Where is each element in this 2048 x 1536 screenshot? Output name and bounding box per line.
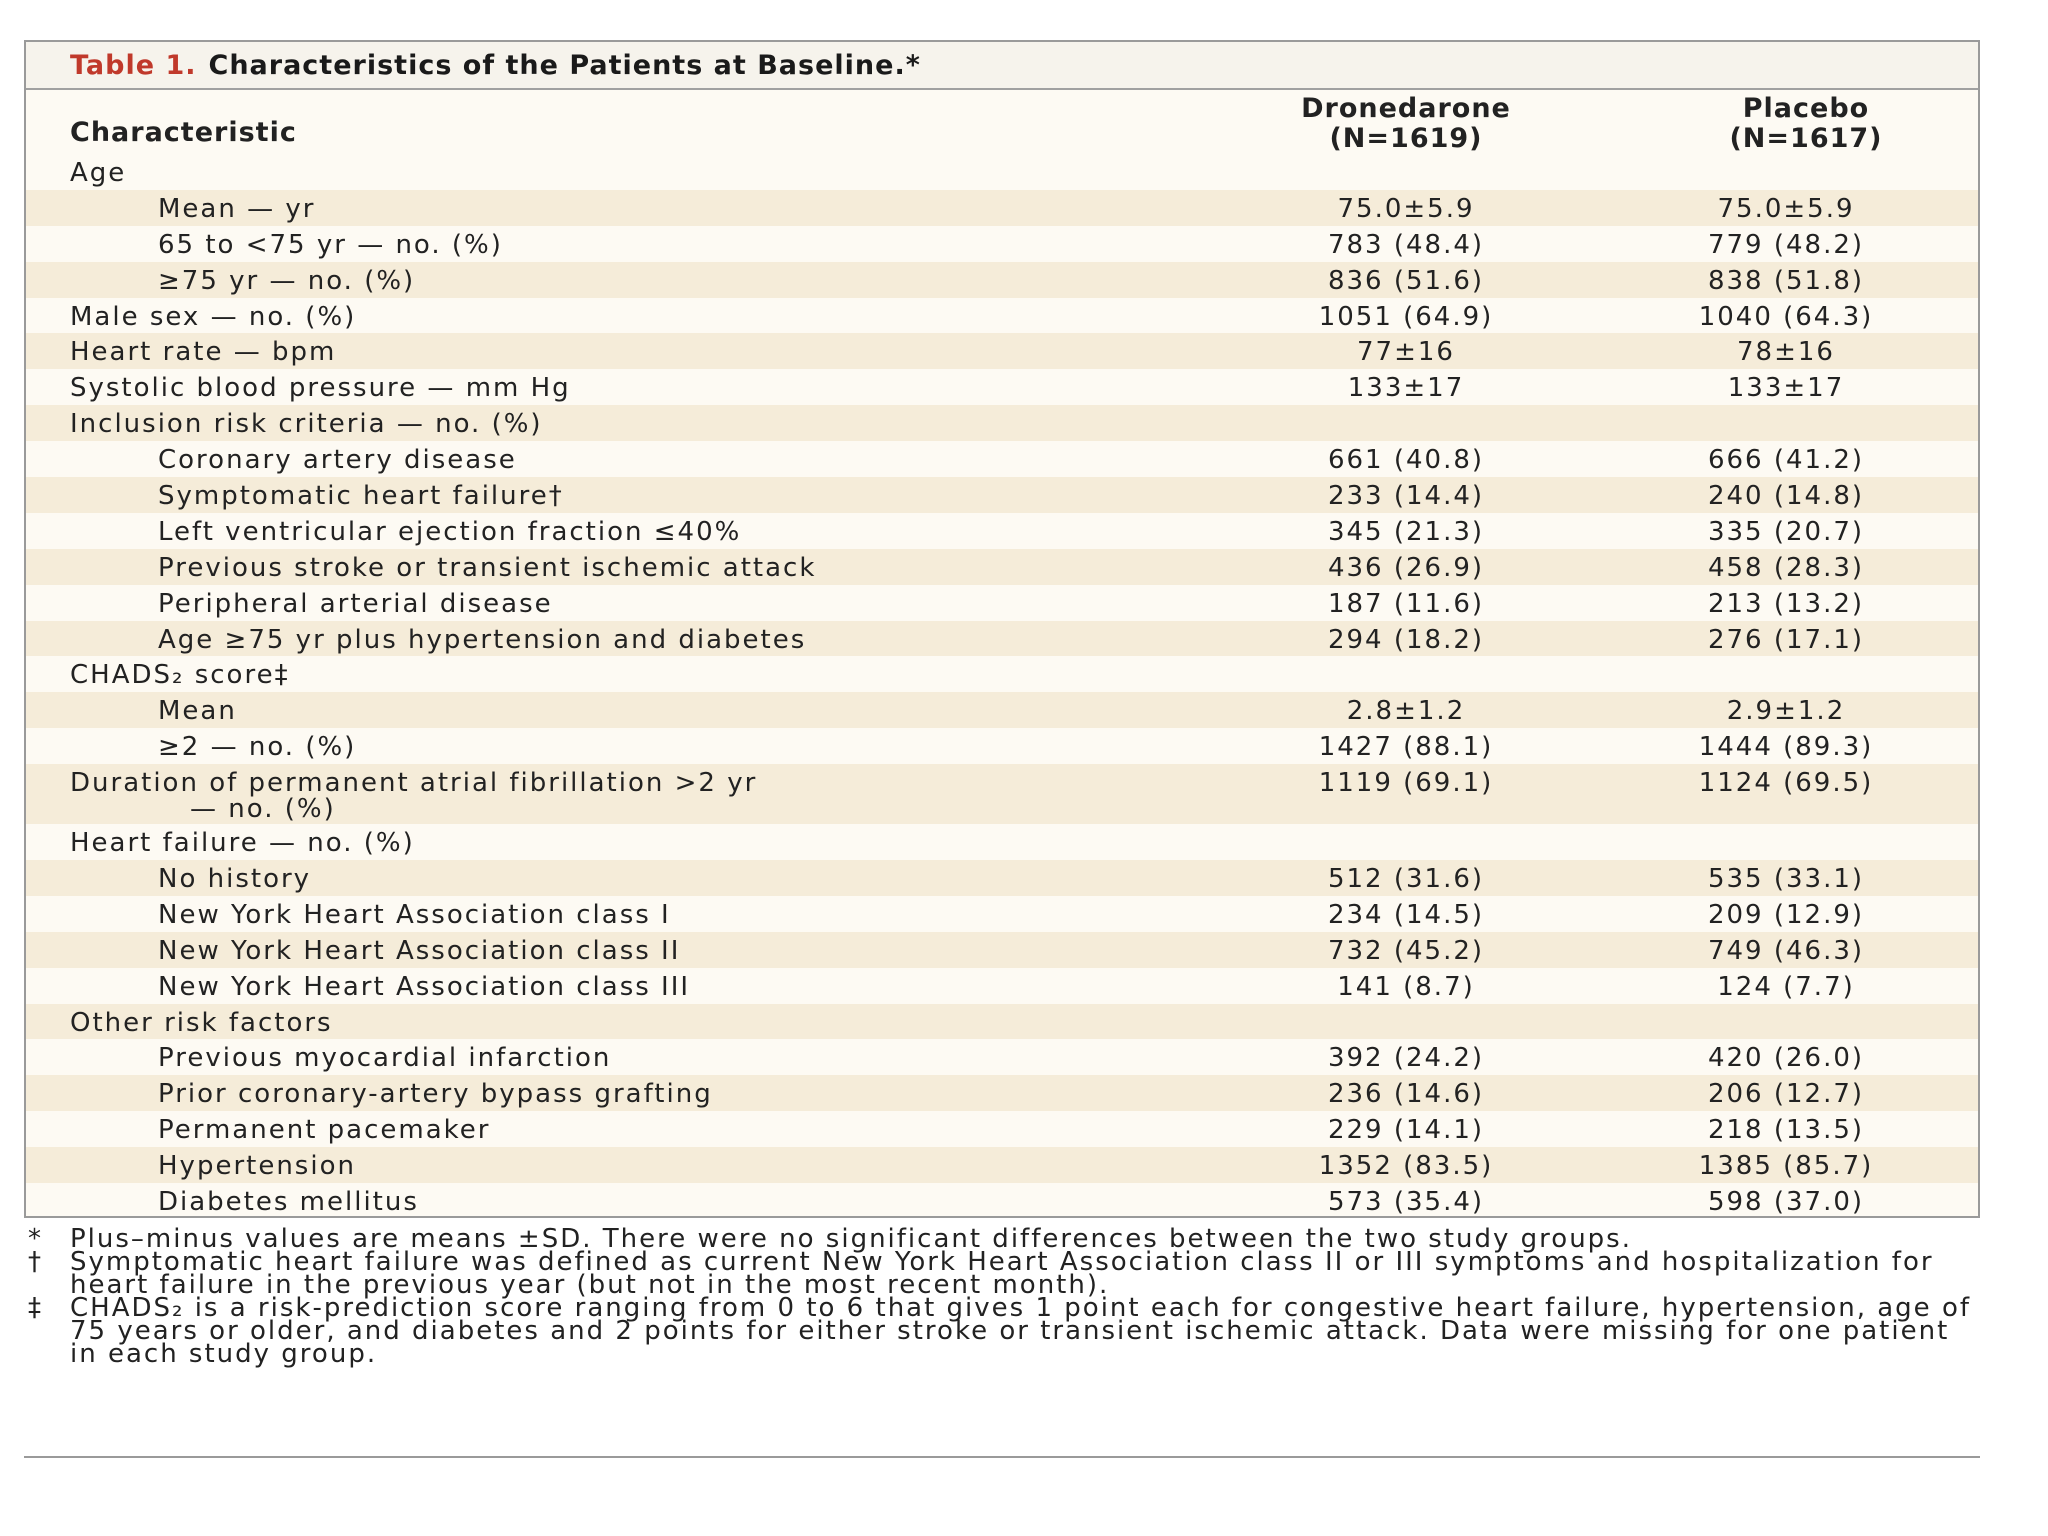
row-label bbox=[70, 1008, 333, 1038]
row-label-text: Age ≥75 yr plus hypertension and diabetes bbox=[158, 624, 807, 655]
table-row bbox=[26, 477, 1978, 513]
table-row bbox=[26, 764, 1978, 824]
bottom-divider bbox=[24, 1456, 1980, 1458]
dronedarone-value: 141 (8.7) bbox=[1337, 971, 1475, 1002]
placebo-value: 1124 (69.5) bbox=[1698, 768, 1874, 799]
row-label bbox=[70, 373, 571, 403]
row-label bbox=[70, 337, 336, 367]
dronedarone-value: 436 (26.9) bbox=[1327, 552, 1485, 583]
row-label-text: Age bbox=[70, 158, 127, 188]
dronedarone-value: 1051 (64.9) bbox=[1318, 301, 1494, 332]
row-label bbox=[158, 732, 356, 762]
dronedarone-value: 1352 (83.5) bbox=[1318, 1151, 1494, 1182]
row-label-text: Systolic blood pressure — mm Hg bbox=[70, 373, 571, 404]
column-header-placebo-n: (N=1617) bbox=[1729, 123, 1883, 154]
row-label bbox=[70, 768, 758, 825]
row-label bbox=[70, 302, 356, 332]
row-label bbox=[158, 553, 816, 583]
row-label bbox=[158, 481, 564, 511]
table-body bbox=[26, 154, 1978, 1219]
row-label-text: New York Heart Association class I bbox=[158, 899, 671, 930]
dronedarone-value: 732 (45.2) bbox=[1327, 935, 1485, 966]
placebo-value: 218 (13.5) bbox=[1707, 1115, 1865, 1146]
table-row bbox=[26, 190, 1978, 226]
row-label bbox=[158, 696, 237, 726]
row-label-text: CHADS₂ score‡ bbox=[70, 660, 290, 691]
column-header-characteristic: Characteristic bbox=[70, 117, 297, 148]
table-row bbox=[26, 154, 1978, 190]
row-label-text: Permanent pacemaker bbox=[158, 1115, 491, 1146]
row-label bbox=[158, 1115, 490, 1145]
footnote-text: Plus–minus values are means ±SD. There were no significant differences between the two study groups. bbox=[70, 1224, 1632, 1254]
placebo-value: 335 (20.7) bbox=[1707, 516, 1865, 547]
table-row bbox=[26, 1039, 1978, 1075]
table-label: Table 1. bbox=[70, 49, 197, 81]
dronedarone-value: 836 (51.6) bbox=[1327, 265, 1485, 296]
table-row bbox=[26, 333, 1978, 369]
table-row bbox=[26, 728, 1978, 764]
table-row bbox=[26, 513, 1978, 549]
footnote bbox=[28, 1247, 1978, 1300]
table-row bbox=[26, 1004, 1978, 1040]
table-footnotes bbox=[28, 1224, 1978, 1369]
row-label-text: Heart rate — bpm bbox=[70, 337, 337, 368]
table-row bbox=[26, 1075, 1978, 1111]
placebo-value: 206 (12.7) bbox=[1707, 1079, 1865, 1110]
column-header-dronedarone-n: (N=1619) bbox=[1329, 123, 1483, 154]
placebo-value: 124 (7.7) bbox=[1717, 971, 1855, 1002]
table-row bbox=[26, 621, 1978, 657]
placebo-value: 209 (12.9) bbox=[1707, 899, 1865, 930]
table-row bbox=[26, 1111, 1978, 1147]
row-label bbox=[158, 1079, 713, 1109]
dronedarone-value: 392 (24.2) bbox=[1327, 1043, 1485, 1074]
row-label-text: ≥75 yr — no. (%) bbox=[158, 265, 416, 296]
footnote-mark: ‡ bbox=[28, 1293, 43, 1323]
placebo-value: 838 (51.8) bbox=[1707, 265, 1865, 296]
row-label bbox=[158, 864, 311, 894]
placebo-value: 420 (26.0) bbox=[1707, 1043, 1865, 1074]
row-label bbox=[158, 900, 671, 930]
row-label bbox=[70, 158, 126, 188]
row-label bbox=[158, 1043, 611, 1073]
placebo-value: 779 (48.2) bbox=[1707, 229, 1865, 260]
column-header-placebo-name: Placebo bbox=[1742, 93, 1870, 124]
column-header-dronedarone-name: Dronedarone bbox=[1301, 93, 1511, 124]
placebo-value: 1040 (64.3) bbox=[1698, 301, 1874, 332]
baseline-characteristics-table bbox=[24, 40, 1980, 1218]
placebo-value: 458 (28.3) bbox=[1707, 552, 1865, 583]
row-label-text: Heart failure — no. (%) bbox=[70, 828, 415, 859]
row-label-text: Duration of permanent atrial fibrillation >2 yr bbox=[70, 768, 758, 799]
footnote-text: CHADS₂ is a risk-prediction score ranging from 0 to 6 that gives 1 point each for congestive heart failure, hypertension, age of 75 years or older, and diabetes and 2 points for either stroke or transient ischemic attack. Data were missing for one patient in each study group. bbox=[70, 1293, 1972, 1369]
table-row bbox=[26, 860, 1978, 896]
placebo-value: 213 (13.2) bbox=[1707, 588, 1865, 619]
row-label bbox=[70, 660, 290, 690]
dronedarone-value: 661 (40.8) bbox=[1327, 445, 1485, 476]
placebo-value: 666 (41.2) bbox=[1707, 445, 1865, 476]
placebo-value: 276 (17.1) bbox=[1707, 624, 1865, 655]
footnote-mark: † bbox=[28, 1247, 43, 1277]
row-label-text: New York Heart Association class II bbox=[158, 935, 681, 966]
dronedarone-value: 77±16 bbox=[1357, 337, 1455, 368]
row-label-text: No history bbox=[158, 864, 312, 895]
dronedarone-value: 1427 (88.1) bbox=[1318, 732, 1494, 763]
row-label-continuation: — no. (%) bbox=[190, 794, 336, 825]
row-label-text: Prior coronary-artery bypass grafting bbox=[158, 1079, 713, 1110]
row-label-text: Previous stroke or transient ischemic attack bbox=[158, 552, 817, 583]
table-row bbox=[26, 692, 1978, 728]
dronedarone-value: 345 (21.3) bbox=[1327, 516, 1485, 547]
row-label bbox=[70, 409, 543, 439]
placebo-value: 133±17 bbox=[1727, 373, 1845, 404]
row-label bbox=[158, 1151, 356, 1181]
placebo-value: 1444 (89.3) bbox=[1698, 732, 1874, 763]
table-title-bar bbox=[26, 42, 1978, 90]
placebo-value: 749 (46.3) bbox=[1707, 935, 1865, 966]
row-label-text: Left ventricular ejection fraction ≤40% bbox=[158, 516, 742, 547]
table-row bbox=[26, 262, 1978, 298]
table-row bbox=[26, 824, 1978, 860]
row-label bbox=[158, 230, 503, 260]
row-label-text: Peripheral arterial disease bbox=[158, 588, 553, 619]
row-label-text: New York Heart Association class III bbox=[158, 971, 691, 1002]
placebo-value: 240 (14.8) bbox=[1707, 481, 1865, 512]
table-row bbox=[26, 896, 1978, 932]
placebo-value: 75.0±5.9 bbox=[1717, 193, 1855, 224]
row-label-text: Mean — yr bbox=[158, 193, 316, 224]
table-row bbox=[26, 1147, 1978, 1183]
dronedarone-value: 294 (18.2) bbox=[1327, 624, 1485, 655]
row-label-text: Other risk factors bbox=[70, 1007, 333, 1038]
row-label bbox=[158, 625, 806, 655]
row-label bbox=[158, 445, 517, 475]
dronedarone-value: 512 (31.6) bbox=[1327, 864, 1485, 895]
table-title: Characteristics of the Patients at Baseline.* bbox=[208, 49, 921, 81]
table-row bbox=[26, 585, 1978, 621]
row-label-text: Inclusion risk criteria — no. (%) bbox=[70, 409, 543, 440]
table-row bbox=[26, 932, 1978, 968]
dronedarone-value: 233 (14.4) bbox=[1327, 481, 1485, 512]
row-label bbox=[158, 1187, 419, 1217]
row-label bbox=[158, 194, 315, 224]
placebo-value: 598 (37.0) bbox=[1707, 1187, 1865, 1218]
dronedarone-value: 236 (14.6) bbox=[1327, 1079, 1485, 1110]
row-label bbox=[158, 266, 415, 296]
dronedarone-value: 2.8±1.2 bbox=[1346, 696, 1466, 727]
footnote-text: Symptomatic heart failure was defined as current New York Heart Association class II or III symptoms and hospitalization for heart failure in the previous year (but not in the most recent month). bbox=[70, 1247, 1934, 1300]
placebo-value: 2.9±1.2 bbox=[1726, 696, 1846, 727]
row-label-text: Mean bbox=[158, 696, 237, 727]
row-label bbox=[158, 972, 690, 1002]
row-label-text: Coronary artery disease bbox=[158, 445, 517, 476]
footnote-mark: * bbox=[28, 1224, 43, 1254]
dronedarone-value: 1119 (69.1) bbox=[1318, 768, 1494, 799]
table-row bbox=[26, 441, 1978, 477]
row-label-text: Male sex — no. (%) bbox=[70, 301, 357, 332]
dronedarone-value: 75.0±5.9 bbox=[1337, 193, 1475, 224]
dronedarone-value: 229 (14.1) bbox=[1327, 1115, 1485, 1146]
table-row bbox=[26, 1183, 1978, 1219]
table-row bbox=[26, 298, 1978, 334]
dronedarone-value: 234 (14.5) bbox=[1327, 899, 1485, 930]
row-label-text: Hypertension bbox=[158, 1151, 356, 1182]
placebo-value: 1385 (85.7) bbox=[1698, 1151, 1874, 1182]
table-header bbox=[26, 90, 1978, 154]
table-row bbox=[26, 549, 1978, 585]
column-header-placebo bbox=[1626, 94, 1986, 154]
row-label bbox=[158, 936, 680, 966]
placebo-value: 535 (33.1) bbox=[1707, 864, 1865, 895]
placebo-value: 78±16 bbox=[1737, 337, 1835, 368]
table-row bbox=[26, 968, 1978, 1004]
column-header-dronedarone bbox=[1226, 94, 1586, 154]
row-label-text: Previous myocardial infarction bbox=[158, 1043, 612, 1074]
dronedarone-value: 783 (48.4) bbox=[1327, 229, 1485, 260]
row-label bbox=[70, 828, 415, 858]
table-row bbox=[26, 405, 1978, 441]
row-label bbox=[158, 517, 741, 547]
table-row bbox=[26, 226, 1978, 262]
dronedarone-value: 573 (35.4) bbox=[1327, 1187, 1485, 1218]
row-label bbox=[158, 589, 553, 619]
table-row bbox=[26, 369, 1978, 405]
row-label-text: ≥2 — no. (%) bbox=[158, 732, 357, 763]
row-label-text: Diabetes mellitus bbox=[158, 1187, 419, 1218]
dronedarone-value: 187 (11.6) bbox=[1327, 588, 1485, 619]
row-label-text: Symptomatic heart failure† bbox=[158, 481, 564, 512]
dronedarone-value: 133±17 bbox=[1347, 373, 1465, 404]
table-row bbox=[26, 656, 1978, 692]
footnote bbox=[28, 1293, 1978, 1369]
row-label-text: 65 to <75 yr — no. (%) bbox=[158, 229, 503, 260]
